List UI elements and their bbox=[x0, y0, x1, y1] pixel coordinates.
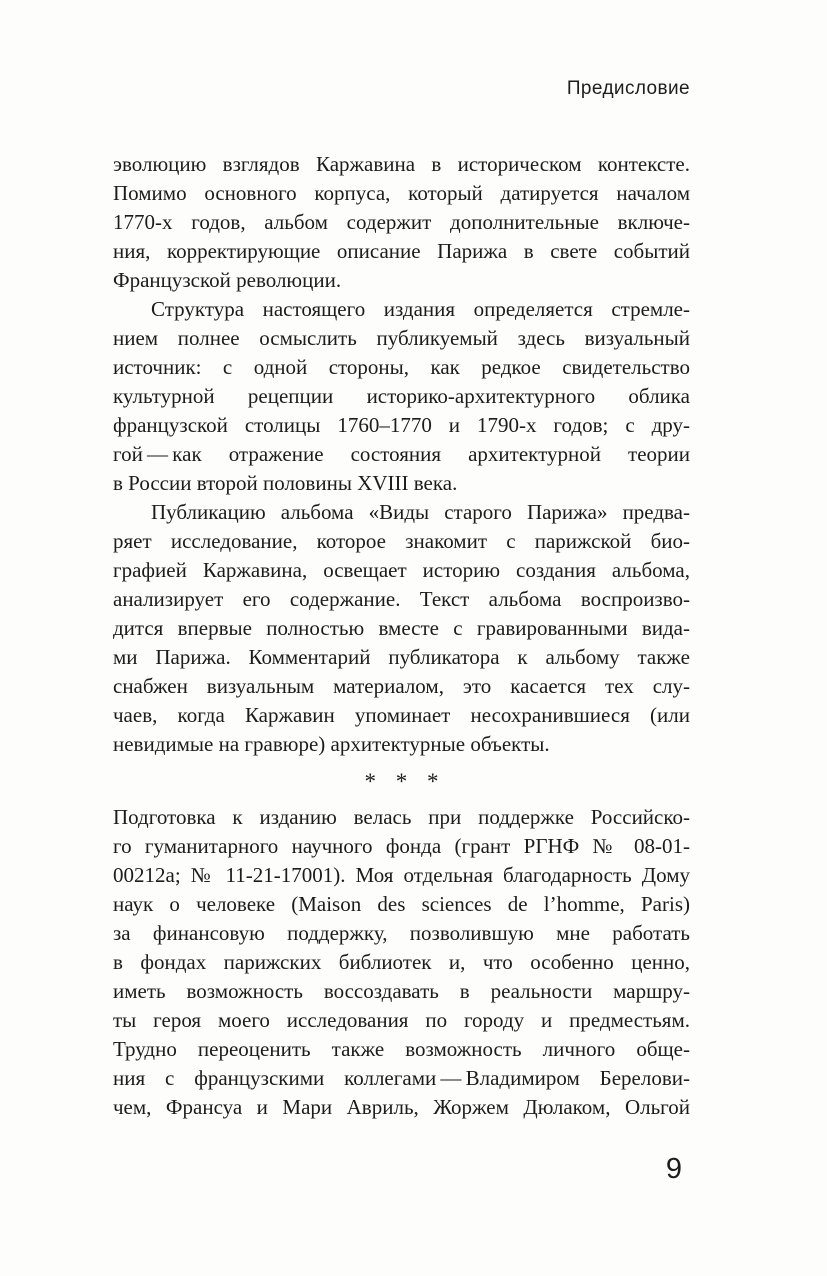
text-line: Французской революции. bbox=[113, 268, 342, 292]
text-line: ми Парижа. Комментарий публикатора к альбому также bbox=[113, 645, 690, 669]
text-line: анализирует его содержание. Текст альбома воспроизво- bbox=[113, 587, 690, 611]
text-line: за финансовую поддержку, позволившую мне работать bbox=[113, 921, 690, 945]
text-line: Публикацию альбома «Виды старого Парижа» предва- bbox=[151, 500, 690, 524]
text-line: невидимые на гравюре) архитектурные объекты. bbox=[113, 732, 550, 756]
paragraph bbox=[113, 803, 690, 1122]
text-line: гой — как отражение состояния архитектурной теории bbox=[113, 442, 690, 466]
text-line: ряет исследование, которое знакомит с парижской био- bbox=[113, 529, 690, 553]
text-line: ты героя моего исследования по городу и предместьям. bbox=[113, 1008, 690, 1032]
text-line: Подготовка к изданию велась при поддержке Российско- bbox=[113, 805, 690, 829]
text-line: нием полнее осмыслить публикуемый здесь визуальный bbox=[113, 326, 690, 350]
paragraph bbox=[113, 150, 690, 295]
text-line: графией Каржавина, освещает историю создания альбома, bbox=[113, 558, 690, 582]
running-header: Предисловие bbox=[566, 78, 690, 99]
text-line: снабжен визуальным материалом, это касается тех слу- bbox=[113, 674, 690, 698]
text-line: Структура настоящего издания определяется стремле- bbox=[151, 297, 690, 321]
text-line: 00212а; № 11-21-17001). Моя отдельная благодарность Дому bbox=[113, 863, 690, 887]
text-line: в фондах парижских библиотек и, что особенно ценно, bbox=[113, 950, 690, 974]
text-line: чаев, когда Каржавин упоминает несохранившиеся (или bbox=[113, 703, 690, 727]
text-line: в России второй половины XVIII века. bbox=[113, 471, 458, 495]
page-number: 9 bbox=[665, 1153, 682, 1185]
text-line: дится впервые полностью вместе с гравированными вида- bbox=[113, 616, 690, 640]
section-separator: * * * bbox=[364, 769, 439, 794]
paragraph bbox=[113, 498, 690, 759]
text-line: наук о человеке (Maison des sciences de l’homme, Paris) bbox=[113, 892, 690, 916]
text-line: ния, корректирующие описание Парижа в свете событий bbox=[113, 239, 690, 263]
text-line: иметь возможность воссоздавать в реальности маршру- bbox=[113, 979, 690, 1003]
text-line: чем, Франсуа и Мари Авриль, Жоржем Дюлаком, Ольгой bbox=[113, 1095, 690, 1119]
text-line: эволюцию взглядов Каржавина в историческом контексте. bbox=[113, 152, 690, 176]
text-column bbox=[113, 150, 690, 1122]
text-line: французской столицы 1760–1770 и 1790-х годов; с дру- bbox=[113, 413, 690, 437]
text-line: культурной рецепции историко-архитектурного облика bbox=[113, 384, 690, 408]
paragraph bbox=[113, 295, 690, 498]
text-line: источник: с одной стороны, как редкое свидетельство bbox=[113, 355, 690, 379]
text-line: го гуманитарного научного фонда (грант РГНФ № 08-01- bbox=[113, 834, 690, 858]
text-line: Помимо основного корпуса, который датируется началом bbox=[113, 181, 690, 205]
text-line: Трудно переоценить также возможность личного обще- bbox=[113, 1037, 690, 1061]
text-line: 1770-х годов, альбом содержит дополнительные включе- bbox=[113, 210, 690, 234]
text-line: ния с французскими коллегами — Владимиром Берелови- bbox=[113, 1066, 690, 1090]
